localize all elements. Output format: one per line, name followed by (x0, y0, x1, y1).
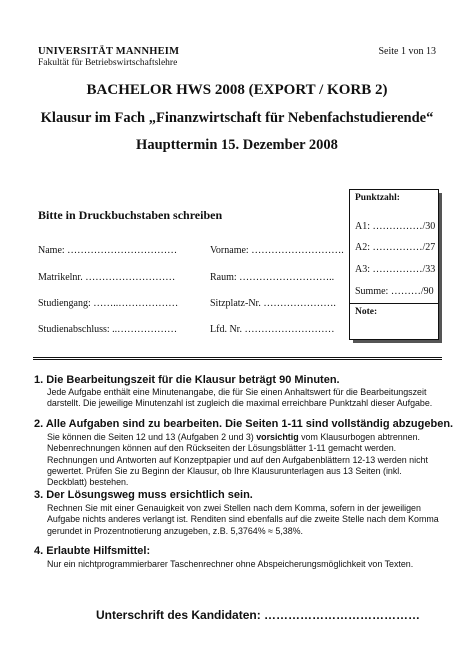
section-2-title: 2. Alle Aufgaben sind zu bearbeiten. Die Seiten 1-11 sind vollständig abzugeben. (34, 418, 454, 430)
section-divider-2 (33, 359, 442, 360)
studiengang-field[interactable]: Studiengang: ……..……………… (38, 298, 179, 309)
sitzplatz-field[interactable]: Sitzplatz-Nr. …………………. (210, 298, 336, 309)
score-divider (350, 303, 438, 304)
section-3-title: 3. Der Lösungsweg muss ersichtlich sein. (34, 489, 253, 501)
score-a2: A2: ……………/27 (355, 242, 436, 253)
exam-subject: Klausur im Fach „Finanzwirtschaft für Nebenfachstudierende“ (40, 110, 434, 126)
section-2-text-a: Sie können die Seiten 12 und 13 (Aufgaben 2 und 3) (47, 432, 257, 442)
section-4-text: Nur ein nichtprogrammierbarer Taschenrechner ohne Abspeicherungsmöglichkeit von Texten. (47, 559, 414, 569)
score-box-shadow-bottom (353, 340, 442, 343)
score-a3: A3: ……………/33 (355, 264, 436, 275)
abschluss-field[interactable]: Studienabschluss: ..……………… (38, 324, 178, 335)
page-indicator: Seite 1 von 13 (378, 46, 436, 57)
score-a1: A1: ……………/30 (355, 221, 436, 232)
section-1-text: Jede Aufgabe enthält eine Minutenangabe, die für Sie einen Anhaltswert für die Bearbeitungszeit darstellt. Die jeweilige Minutenzahl ist zugleich die maximal erreichbare Punktzahl dieser Aufgabe. (47, 387, 433, 409)
lfd-nr-field[interactable]: Lfd. Nr. ……………………… (210, 324, 335, 335)
exam-title: BACHELOR HWS 2008 (EXPORT / KORB 2) (86, 82, 388, 98)
signature-line[interactable]: Unterschrift des Kandidaten: ………………………………… (96, 608, 421, 622)
section-1-title: 1. Die Bearbeitungszeit für die Klausur beträgt 90 Minuten. (34, 374, 340, 386)
faculty-name: Fakultät für Betriebswirtschaftslehre (38, 58, 178, 68)
section-divider (33, 357, 442, 358)
score-title: Punktzahl: (355, 193, 400, 203)
university-name: UNIVERSITÄT MANNHEIM (38, 46, 180, 57)
grade-label: Note: (355, 307, 378, 317)
score-box (349, 189, 439, 340)
section-2-text (47, 432, 439, 488)
section-2-text-bold: vorsichtig (256, 432, 299, 442)
form-instruction: Bitte in Druckbuchstaben schreiben (38, 208, 223, 222)
vorname-field[interactable]: Vorname: ………………………. (210, 245, 344, 256)
score-box-shadow-right (439, 193, 442, 343)
matrikel-field[interactable]: Matrikelnr. ……………………… (38, 272, 176, 283)
exam-date: Haupttermin 15. Dezember 2008 (136, 137, 338, 153)
section-4-title: 4. Erlaubte Hilfsmittel: (34, 545, 151, 557)
section-2-text-b: vom Klausurbogen abtrennen. Nebenrechnungen können auf den Rückseiten der Lösungsblätter 1-11 gemacht werden. Rechnungen und Antworten auf Konzeptpapier und auf den Aufgabenblättern 12-13 werden nicht gewertet. Prüfen Sie zu Beginn der Klausur, ob Ihre Klausurunterlagen aus 13 Seiten (inkl. Deckblatt) bestehen. (47, 432, 428, 488)
section-3-text: Rechnen Sie mit einer Genauigkeit von zwei Stellen nach dem Komma, sofern in der jeweiligen Aufgabe nichts anderes verlangt ist. Renditen sind ebenfalls auf die zweite Stelle nach dem Komma gerundet in Prozentnotierung anzugeben, z.B. 5,3764% ≈ 5,38%. (47, 503, 439, 536)
score-sum: Summe: ………/90 (355, 286, 434, 297)
raum-field[interactable]: Raum: ……………………….. (210, 272, 335, 283)
name-field[interactable]: Name: …………………………… (38, 245, 178, 256)
